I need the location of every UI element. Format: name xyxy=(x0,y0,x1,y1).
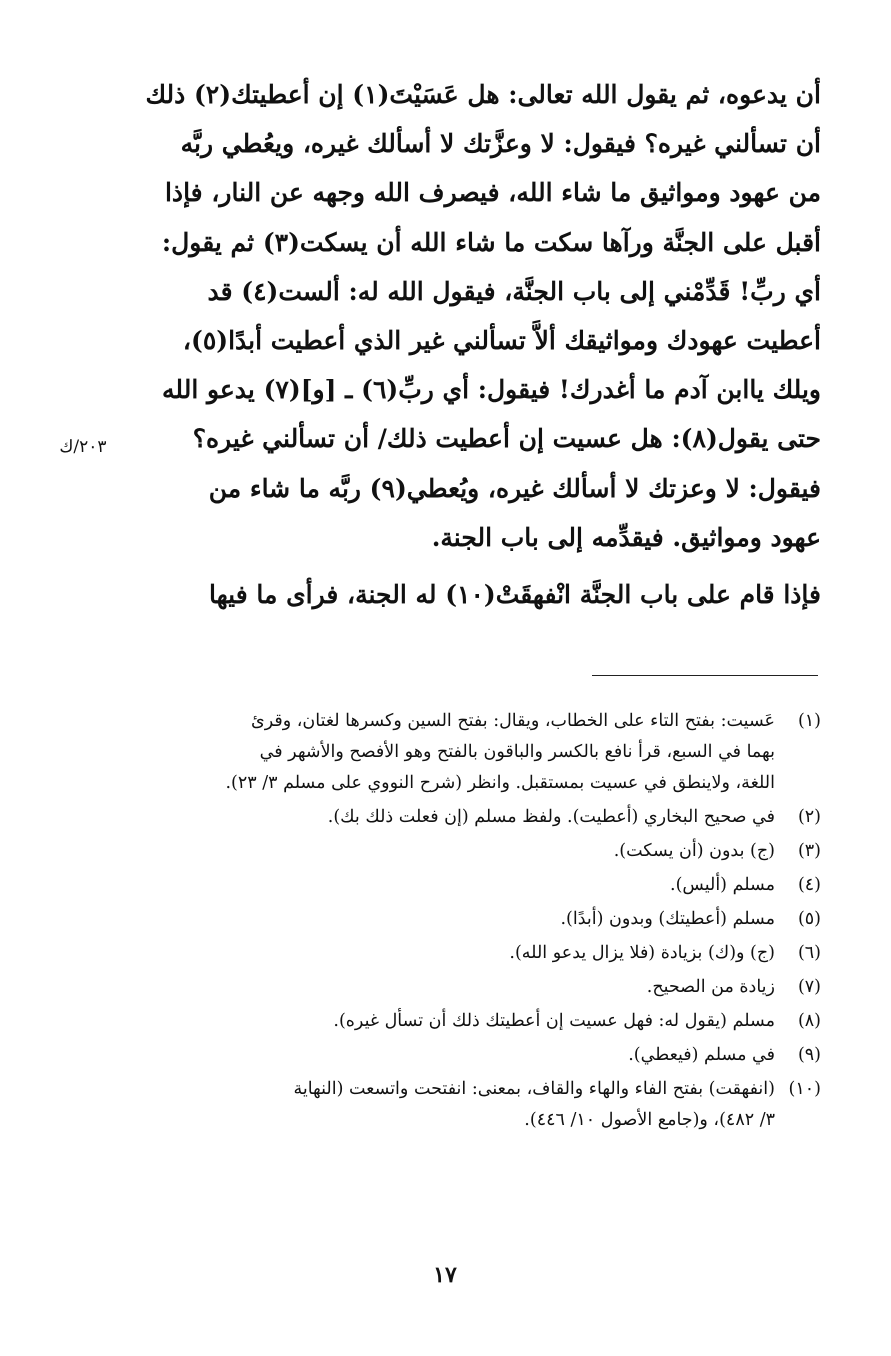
footnote-number: (٢) xyxy=(797,807,821,827)
footnote-line: عَسيت: بفتح التاء على الخطاب، ويقال: بفتح السين وكسرها لغتان، وقرئ xyxy=(251,711,775,731)
footnote-10 xyxy=(140,1074,821,1136)
footnote-number: (١) xyxy=(797,711,821,731)
footnote-text xyxy=(140,904,775,935)
footnote-number: (٤) xyxy=(797,875,821,895)
footnote-number: (١٠) xyxy=(788,1079,821,1099)
footnote-text xyxy=(140,972,775,1003)
footnote-text xyxy=(140,1040,775,1071)
footnote-line: مسلم (أليس). xyxy=(670,875,775,895)
footnote-text xyxy=(140,802,775,833)
footnote-6 xyxy=(140,938,821,969)
text-line: حتى يقول(٨): هل عسيت إن أعطيت ذلك/ أن تسألني غيره؟ xyxy=(192,424,821,454)
text-line: أن يدعوه، ثم يقول الله تعالى: هل عَسَيْتَ(١) إن أعطيتك(٢) ذلك xyxy=(145,80,821,109)
text-line: أعطيت عهودك ومواثيقك ألاَّ تسألني غير الذي أعطيت أبدًا(٥)، xyxy=(182,325,821,355)
footnote-2 xyxy=(140,802,821,833)
footnote-line: في صحيح البخاري (أعطيت). ولفظ مسلم (إن فعلت ذلك بك). xyxy=(327,807,775,827)
text-line: من عهود ومواثيق ما شاء الله، فيصرف الله وجهه عن النار، فإذا xyxy=(164,178,821,208)
footnote-separator xyxy=(592,675,818,676)
footnote-3 xyxy=(140,836,821,867)
text-line: أقبل على الجنَّة ورآها سكت ما شاء الله أن يسكت(٣) ثم يقول: xyxy=(161,227,821,257)
footnote-number: (٥) xyxy=(797,909,821,929)
footnote-line: ٣/ ٤٨٢)، و(جامع الأصول ١٠/ ٤٤٦). xyxy=(524,1110,775,1130)
text-line: ويلك ياابن آدم ما أغدرك! فيقول: أي ربِّ(٦) ـ [و](٧) يدعو الله xyxy=(162,375,821,405)
footnote-4 xyxy=(140,870,821,901)
footnote-text xyxy=(140,836,775,867)
footnote-1 xyxy=(140,706,821,799)
footnote-line: اللغة، ولاينطق في عسيت بمستقبل. وانظر (شرح النووي على مسلم ٣/ ٢٣). xyxy=(225,773,775,793)
paragraph-start-line: فإذا قام على باب الجنَّة انْفهقَتْ(١٠) له الجنة، فرأى ما فيها xyxy=(209,579,821,609)
footnote-number: (٩) xyxy=(797,1045,821,1065)
footnote-8 xyxy=(140,1006,821,1037)
footnote-line: (ج) بدون (أن يسكت). xyxy=(613,841,775,861)
footnote-text xyxy=(140,706,775,799)
text-line: عهود ومواثيق. فيقدِّمه إلى باب الجنة. xyxy=(431,522,821,552)
footnote-number: (٨) xyxy=(797,1011,821,1031)
footnote-number: (٣) xyxy=(797,841,821,861)
page-number: ١٧ xyxy=(433,1262,457,1288)
footnote-line: في مسلم (فيعطي). xyxy=(628,1045,775,1065)
text-line: أن تسألني غيره؟ فيقول: لا وعزَّتك لا أسألك غيره، ويعُطي ربَّه xyxy=(180,129,821,159)
text-line: أي ربِّ! قَدِّمْني إلى باب الجنَّة، فيقول الله له: ألست(٤) قد xyxy=(207,276,821,306)
footnote-line: بهما في السبع، قرأ نافع بالكسر والباقون بالفتح وهو الأفصح والأشهر في xyxy=(259,742,775,762)
main-text xyxy=(140,70,821,619)
footnote-9 xyxy=(140,1040,821,1071)
footnote-text xyxy=(140,1006,775,1037)
footnote-5 xyxy=(140,904,821,935)
footnote-number: (٧) xyxy=(797,977,821,997)
footnote-text xyxy=(140,938,775,969)
footnote-line: مسلم (أعطيتك) وبدون (أبدًا). xyxy=(560,909,775,929)
footnote-text xyxy=(140,1074,775,1136)
footnote-line: (انفهقت) بفتح الفاء والهاء والقاف، بمعنى: انفتحت واتسعت (النهاية xyxy=(293,1079,775,1099)
footnote-number: (٦) xyxy=(797,943,821,963)
text-line: فيقول: لا وعزتك لا أسألك غيره، ويُعطي(٩) ربَّه ما شاء من xyxy=(208,473,821,503)
footnote-line: (ج) و(ك) بزيادة (فلا يزال يدعو الله). xyxy=(509,943,775,963)
footnote-line: زيادة من الصحيح. xyxy=(646,977,775,997)
footnotes xyxy=(140,706,821,1139)
manuscript-folio-marker: ٢٠٣/ك xyxy=(59,437,107,457)
footnote-line: مسلم (يقول له: فهل عسيت إن أعطيتك ذلك أن تسأل غيره). xyxy=(333,1011,775,1031)
footnote-7 xyxy=(140,972,821,1003)
footnote-text xyxy=(140,870,775,901)
